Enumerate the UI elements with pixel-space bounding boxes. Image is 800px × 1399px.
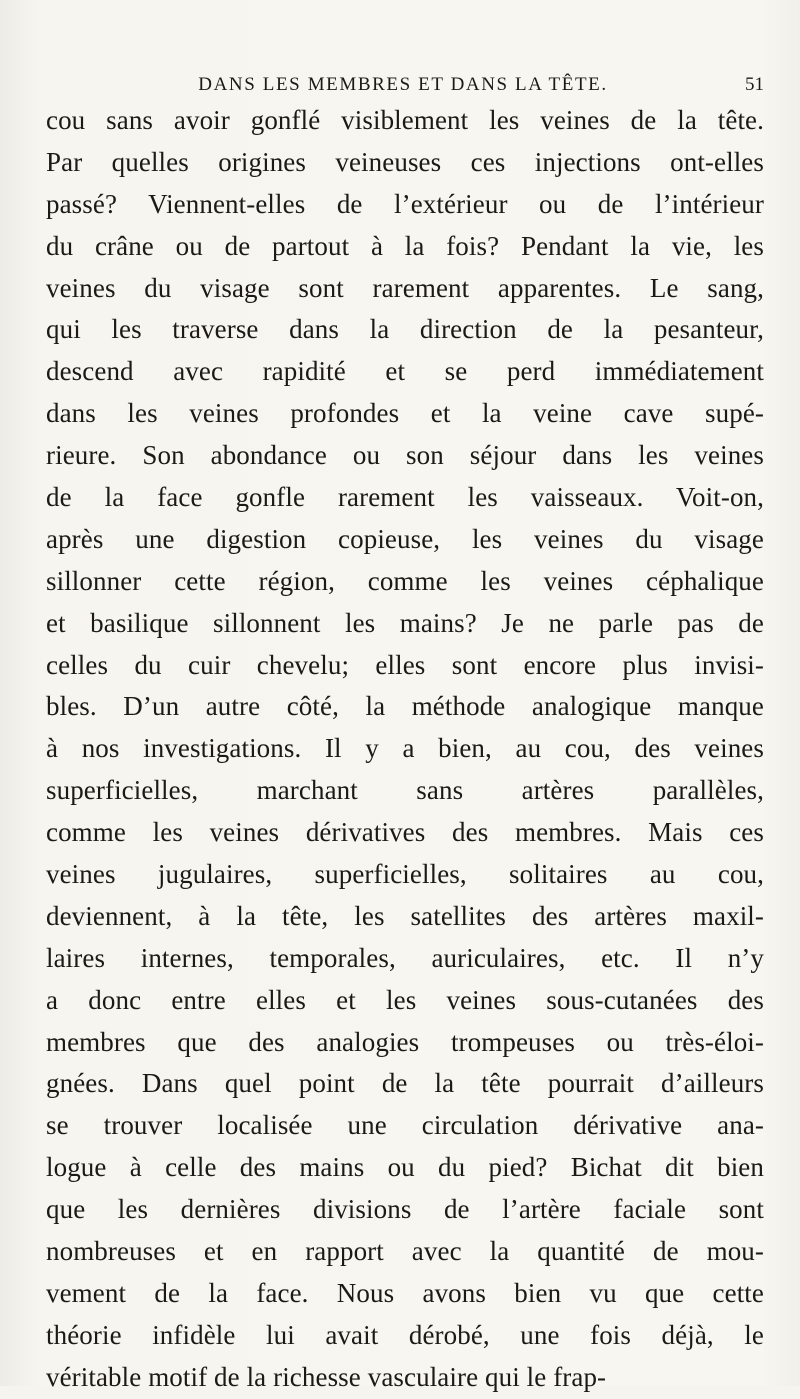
- page-header: [42, 70, 764, 100]
- text-line: gnées. Dans quel point de la tête pourrait d’ailleurs: [46, 1068, 764, 1099]
- text-line: qui les traverse dans la direction de la pesanteur,: [46, 314, 764, 345]
- text-line: comme les veines dérivatives des membres. Mais ces: [46, 817, 764, 848]
- text-line: membres que des analogies trompeuses ou très-éloi-: [46, 1026, 764, 1057]
- text-line: Par quelles origines veineuses ces injections ont-elles: [46, 146, 764, 177]
- text-line: sillonner cette région, comme les veines céphalique: [46, 565, 764, 596]
- text-line: superficielles, marchant sans artères parallèles,: [46, 775, 764, 806]
- text-line: dans les veines profondes et la veine cave supé-: [46, 398, 764, 429]
- text-line: logue à celle des mains ou du pied? Bichat dit bien: [46, 1152, 764, 1183]
- text-line: après une digestion copieuse, les veines du visage: [46, 523, 764, 554]
- text-line: du crâne ou de partout à la fois? Pendant la vie, les: [46, 230, 764, 261]
- text-line: et basilique sillonnent les mains? Je ne parle pas de: [46, 607, 764, 638]
- text-line: celles du cuir chevelu; elles sont encore plus invisi-: [46, 649, 764, 680]
- text-line: descend avec rapidité et se perd immédiatement: [46, 356, 764, 387]
- text-line: cou sans avoir gonflé visiblement les veines de la tête.: [46, 105, 764, 135]
- text-line: vement de la face. Nous avons bien vu que cette: [46, 1277, 764, 1308]
- body-text: [46, 100, 764, 1399]
- text-line: véritable motif de la richesse vasculaire qui le frap-: [46, 1361, 607, 1392]
- text-line: laires internes, temporales, auriculaires, etc. Il n’y: [46, 942, 764, 973]
- text-line: à nos investigations. Il y a bien, au cou, des veines: [46, 733, 764, 764]
- running-head: DANS LES MEMBRES ET DANS LA TÊTE.: [198, 74, 608, 95]
- text-line: théorie infidèle lui avait dérobé, une fois déjà, le: [46, 1319, 764, 1350]
- text-line: bles. D’un autre côté, la méthode analogique manque: [46, 691, 764, 722]
- text-line: se trouver localisée une circulation dérivative ana-: [46, 1110, 764, 1141]
- text-line: a donc entre elles et les veines sous-cutanées des: [46, 984, 764, 1015]
- page-number: 51: [745, 74, 764, 95]
- text-line: deviennent, à la tête, les satellites des artères maxil-: [46, 900, 764, 931]
- text-line: veines jugulaires, superficielles, solitaires au cou,: [46, 859, 764, 890]
- text-line: nombreuses et en rapport avec la quantité de mou-: [46, 1236, 764, 1267]
- text-line: que les dernières divisions de l’artère faciale sont: [46, 1194, 764, 1225]
- text-line: de la face gonfle rarement les vaisseaux. Voit-on,: [46, 482, 764, 513]
- text-line: passé? Viennent-elles de l’extérieur ou de l’intérieur: [46, 188, 764, 219]
- text-line: rieure. Son abondance ou son séjour dans les veines: [46, 440, 764, 471]
- text-line: veines du visage sont rarement apparentes. Le sang,: [46, 272, 764, 303]
